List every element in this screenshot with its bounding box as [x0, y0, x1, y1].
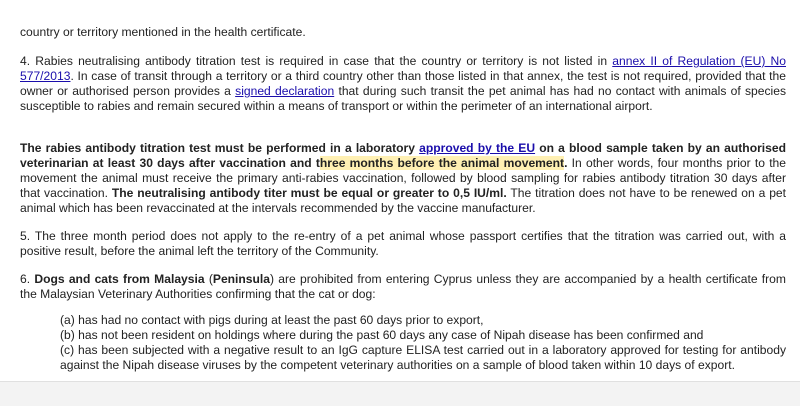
- text-segment: . In case of transit through a territory or a third country other than those listed in that annex, the test is not required, provided that the owner or authorised person provides a: [20, 69, 786, 98]
- text-segment: In other words, four months prior to the movement the animal must receive the primary anti-rabies vaccination, followed by blood sampling for rabies antibody titration 30 days after that vaccination.: [20, 156, 787, 200]
- annex-regulation-link[interactable]: annex II of Regulation (EU) No 577/2013: [20, 54, 786, 83]
- malaysia-conditions-list: [60, 313, 786, 373]
- link-label: approved by the EU: [419, 141, 536, 155]
- text-segment: The titration does not have to be renewed on a pet animal which has been revaccinated at the intervals recommended by the vaccine manufacturer.: [20, 186, 786, 215]
- text-segment: 6.: [20, 272, 35, 286]
- bold-segment: Dogs and cats from Malaysia: [34, 272, 205, 286]
- bold-titer-requirement: The neutralising antibody titer must be equal or greater to 0,5 IU/ml.: [111, 186, 507, 200]
- bold-segment: on a blood sample taken by an authorised veterinarian at least 30 days after vaccination and t: [20, 141, 786, 170]
- paragraph-malaysia: [20, 272, 786, 302]
- bold-segment: The rabies antibody titration test must be performed in a laboratory: [20, 141, 420, 155]
- list-item: (b) has not been resident on holdings where during the past 60 days any case of Nipah disease has been confirmed and: [60, 328, 704, 342]
- paragraph-three-month-exception: 5. The three month period does not apply to the re-entry of a pet animal whose passport certifies that the titration was carried out, with a positive result, before the animal left the territory of the Community.: [20, 229, 786, 258]
- signed-declaration-link[interactable]: signed declaration: [235, 84, 335, 98]
- bottom-scroll-bar: [0, 381, 800, 406]
- text-segment: that during such transit the pet animal has had no contact with animals of species susceptible to rabies and remain secured within a means of transport or within the perimeter of an international airport.: [20, 84, 786, 113]
- paragraph-continuation: country or territory mentioned in the health certificate.: [20, 25, 306, 39]
- paragraph-rabies-test-requirement: [20, 54, 786, 114]
- paragraph-titration-laboratory: [20, 141, 786, 216]
- bold-segment: Peninsula: [212, 272, 271, 286]
- text-segment: (: [204, 272, 213, 286]
- list-item: (c) has been subjected with a negative result to an IgG capture ELISA test carried out in a laboratory approved for testing for antibody against the Nipah disease viruses by the competent veterinary authorities on a sample of blood taken within 10 days of export.: [60, 343, 786, 372]
- list-item: (a) has had no contact with pigs during at least the past 60 days prior to export,: [60, 313, 484, 327]
- text-segment: 4. Rabies neutralising antibody titration test is required in case that the country or territory is not listed in: [20, 54, 613, 68]
- text-segment: ) are prohibited from entering Cyprus unless they are accompanied by a health certificate from the Malaysian Veterinary Authorities confirming that the cat or dog:: [20, 272, 786, 301]
- highlighted-text: hree months before the animal movement: [319, 156, 565, 170]
- bold-segment: .: [564, 156, 568, 170]
- approved-by-eu-link[interactable]: [419, 141, 535, 155]
